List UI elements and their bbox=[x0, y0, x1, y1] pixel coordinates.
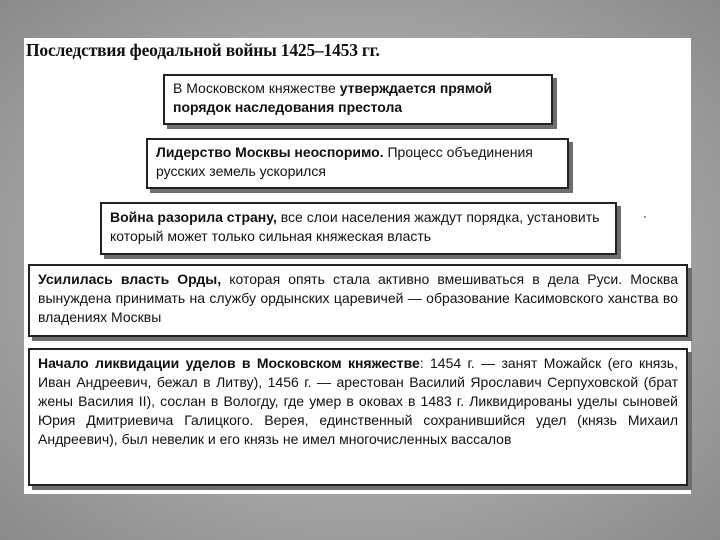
box-text: все слои населения жаждут порядка, установить который может только сильная княжеская власть bbox=[110, 209, 600, 244]
box-bold-text: Война разорила страну, bbox=[110, 209, 277, 225]
box-text: Процесс объединения русских земель ускорился bbox=[156, 144, 533, 179]
box-bold-text: Лидерство Москвы неоспоримо. bbox=[156, 144, 384, 160]
consequence-box-appanage-liquidation bbox=[28, 348, 688, 486]
consequence-box-moscow-leadership bbox=[146, 138, 569, 189]
box-bold-text: утверждается прямой порядок наследования престола bbox=[173, 80, 493, 115]
consequence-box-war-ruin bbox=[100, 202, 617, 255]
scan-speck bbox=[644, 216, 646, 218]
consequence-box-succession bbox=[163, 74, 553, 125]
box-text: : 1454 г. — занят Можайск (его князь, Иван Андреевич, бежал в Литву), 1456 г. — арестован Василий Ярославич Серпуховской (брат жены Василия II), сослан в Вологду, где умер в оковах в 1483 г. Ликвидированы уделы сыновей Юрия Дмитриевича Галицкого. Верея, единственный сохранившийся удел (князь Михаил Андреевич), был невелик и его князь не имел многочисленных вассалов bbox=[38, 355, 678, 447]
box-text: В Московском княжестве bbox=[173, 80, 340, 96]
box-bold-text: Начало ликвидации уделов в Московском княжестве bbox=[38, 355, 420, 371]
page-title: Последствия феодальной войны 1425–1453 гг. bbox=[26, 40, 380, 60]
box-bold-text: Усилилась власть Орды, bbox=[38, 271, 222, 287]
document-page bbox=[24, 38, 691, 494]
consequence-box-horde-power bbox=[28, 264, 688, 337]
box-text: которая опять стала активно вмешиваться в дела Руси. Москва вынуждена принимать на службу ордынских царевичей — образование Касимовского ханства во владениях Москвы bbox=[38, 271, 679, 325]
